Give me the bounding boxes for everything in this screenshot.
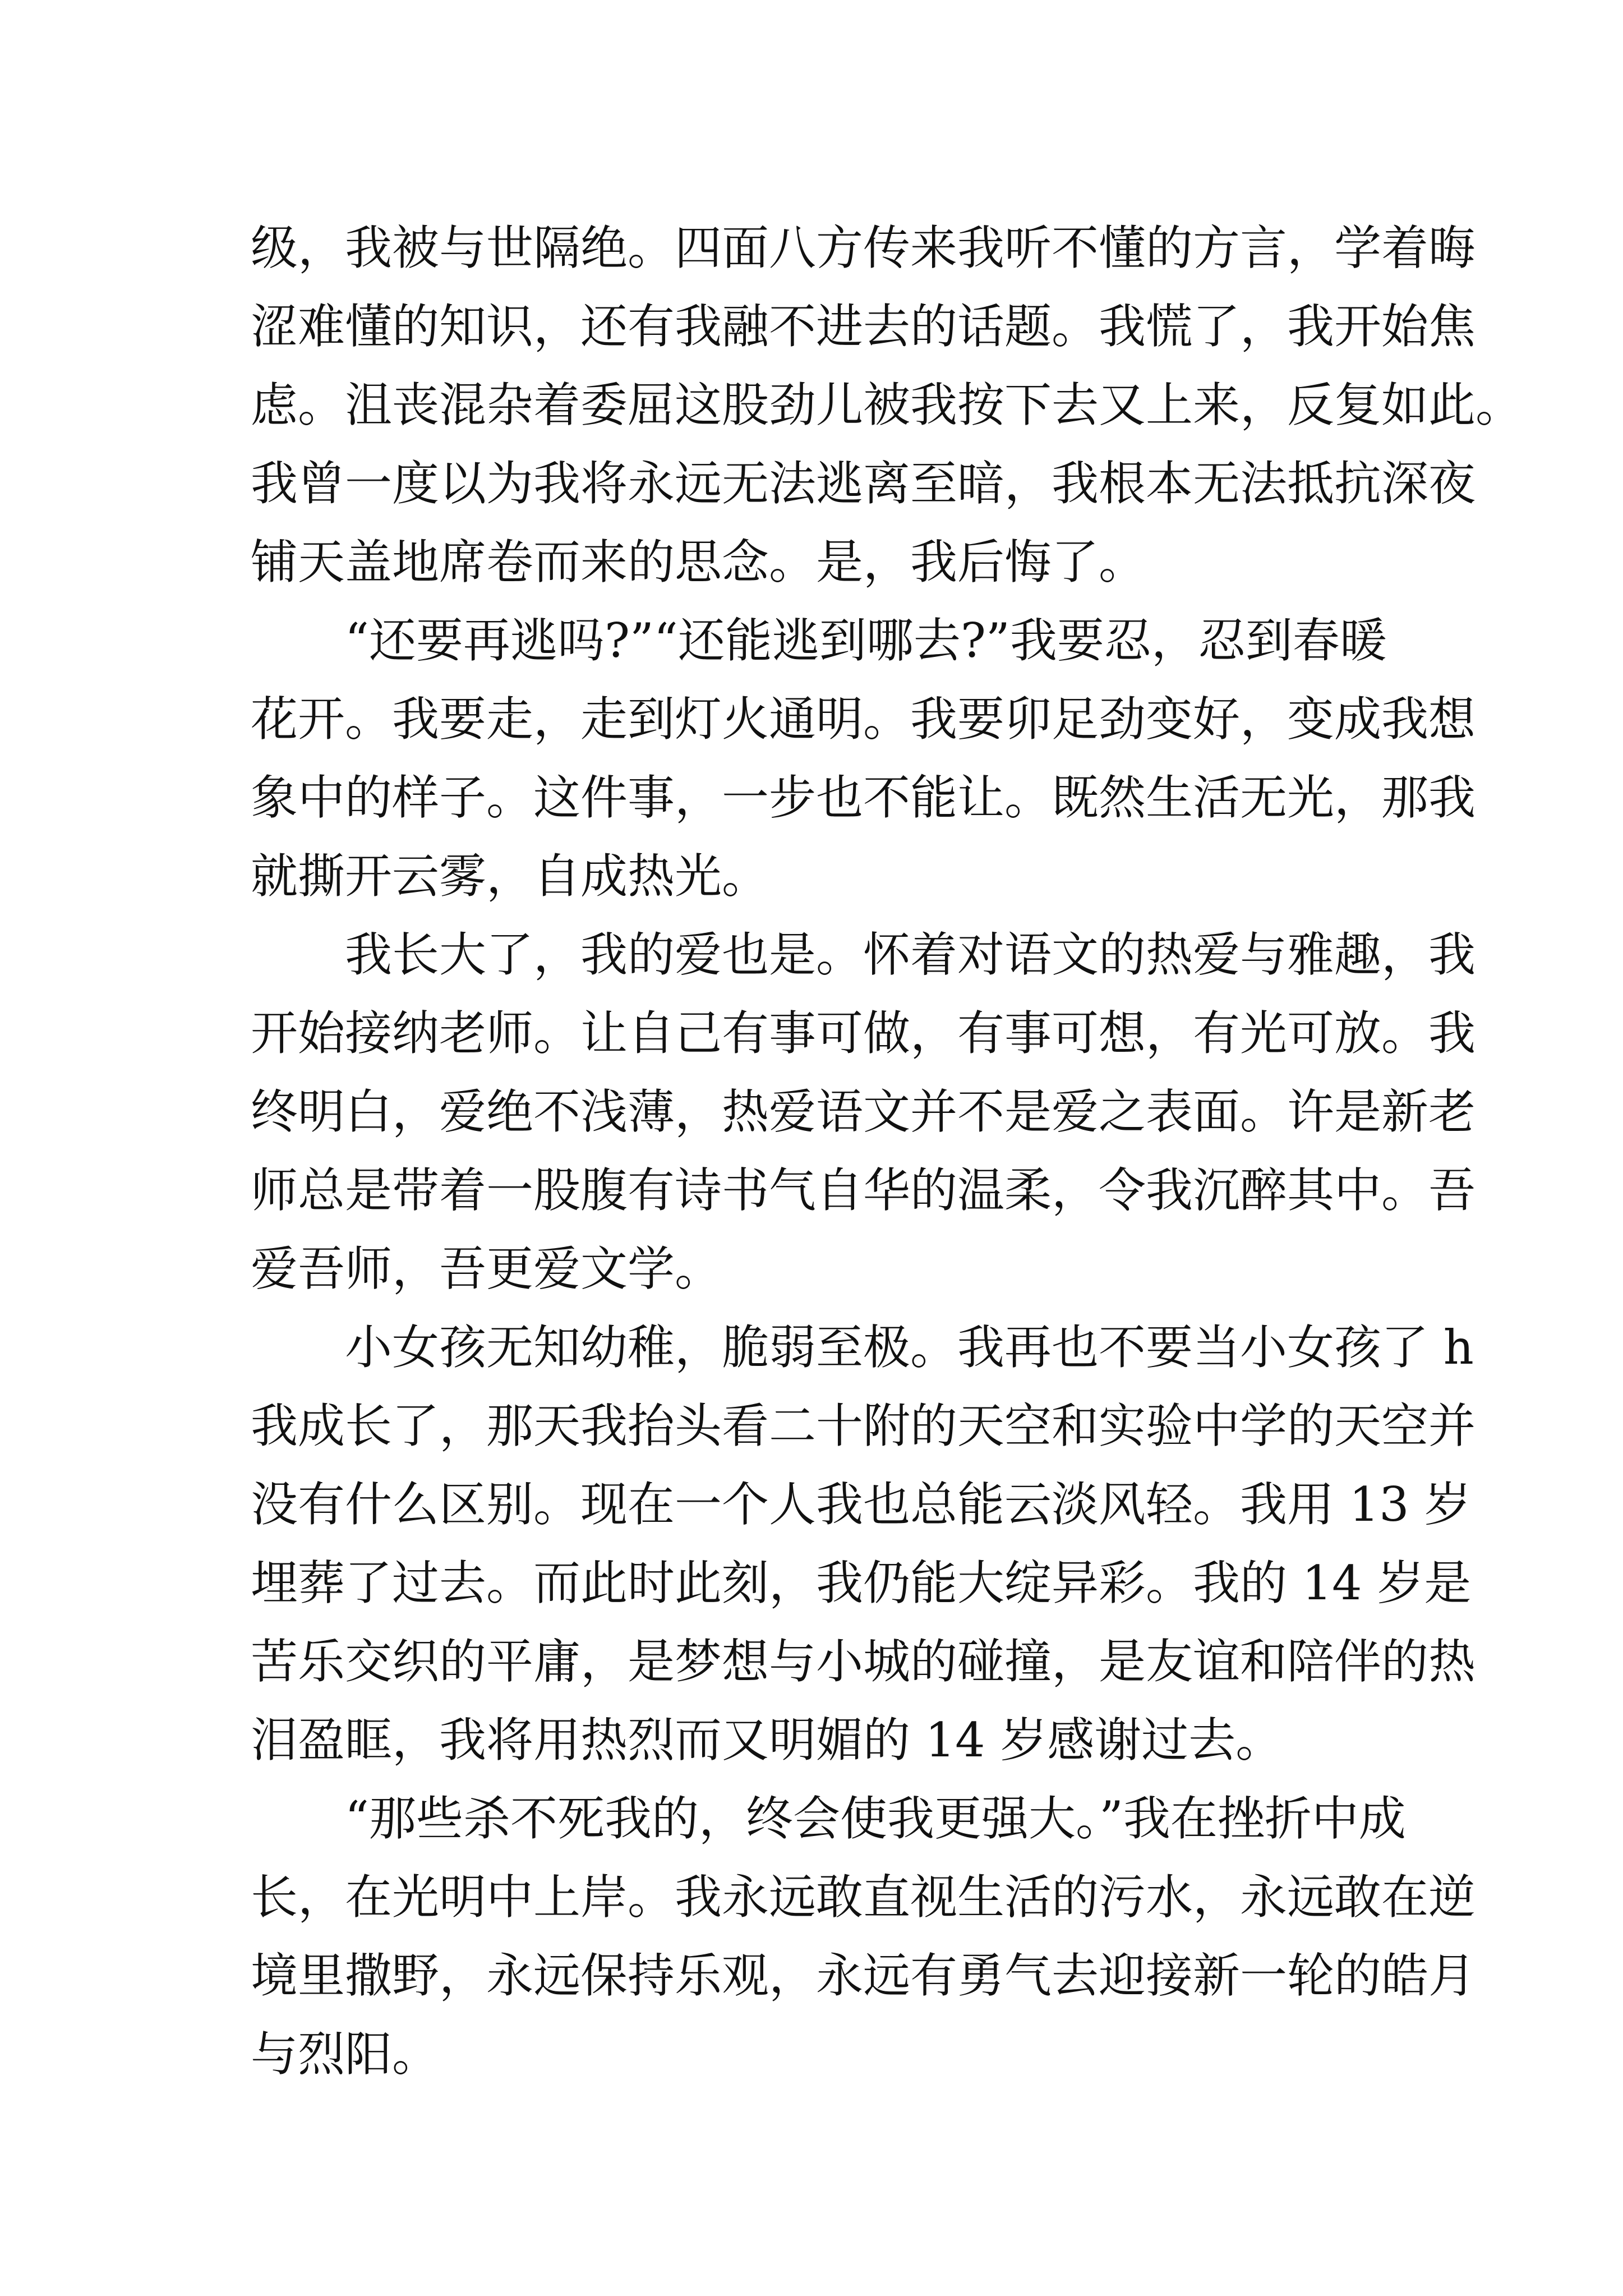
text-line: 小女孩无知幼稚，脆弱至极。我再也不要当小女孩了 h [345,1320,1474,1375]
text-line: 境里撒野，永远保持乐观，永远有勇气去迎接新一轮的皓月 [251,1948,1476,2003]
text-line: 埋葬了过去。而此时此刻，我仍能大绽异彩。我的 14 岁是 [251,1556,1472,1611]
essay-body [251,209,1523,2093]
text-line: “那些杀不死我的，终会使我更强大。”我在挫折中成 [345,1791,1406,1846]
paragraph-3 [251,915,1476,1308]
text-line: 象中的样子。这件事，一步也不能让。既然生活无光，那我 [251,770,1476,825]
text-line: 与烈阳。 [251,2027,440,2082]
paragraph-2 [251,601,1476,915]
text-line: 我曾一度以为我将永远无法逃离至暗，我根本无法抵抗深夜 [251,456,1476,511]
text-line: 长，在光明中上岸。我永远敢直视生活的污水，永远敢在逆 [251,1870,1476,1925]
paragraph-4 [251,1308,1476,1779]
text-line: 终明白，爱绝不浅薄，热爱语文并不是爱之表面。许是新老 [251,1084,1476,1139]
text-line: 级，我被与世隔绝。四面八方传来我听不懂的方言，学着晦 [251,220,1476,275]
text-line: 就撕开云雾，自成热光。 [251,849,769,904]
text-line: 泪盈眶，我将用热烈而又明媚的 14 岁感谢过去。 [251,1713,1283,1768]
text-line: 开始接纳老师。让自己有事可做，有事可想，有光可放。我 [251,1006,1476,1061]
text-line: 爱吾师，吾更爱文学。 [251,1241,722,1296]
text-line: “还要再逃吗?”“还能逃到哪去?”我要忍，忍到春暖 [345,613,1387,668]
text-line: 我长大了，我的爱也是。怀着对语文的热爱与雅趣，我 [345,927,1476,982]
paragraph-5 [251,1779,1476,2093]
text-line: 苦乐交织的平庸，是梦想与小城的碰撞，是友谊和陪伴的热 [251,1634,1476,1689]
text-line: 没有什么区别。现在一个人我也总能云淡风轻。我用 13 岁 [251,1477,1472,1532]
text-line: 铺天盖地席卷而来的思念。是，我后悔了。 [251,535,1146,590]
text-line: 我成长了，那天我抬头看二十附的天空和实验中学的天空并 [251,1398,1476,1453]
text-line: 涩难懂的知识，还有我融不进去的话题。我慌了，我开始焦 [251,299,1476,354]
paragraph-1 [251,209,1523,601]
text-line: 虑。沮丧混杂着委屈这股劲儿被我按下去又上来，反复如此。 [251,378,1523,432]
text-line: 师总是带着一股腹有诗书气自华的温柔，令我沉醉其中。吾 [251,1163,1476,1218]
text-line: 花开。我要走，走到灯火通明。我要卯足劲变好，变成我想 [251,692,1476,747]
